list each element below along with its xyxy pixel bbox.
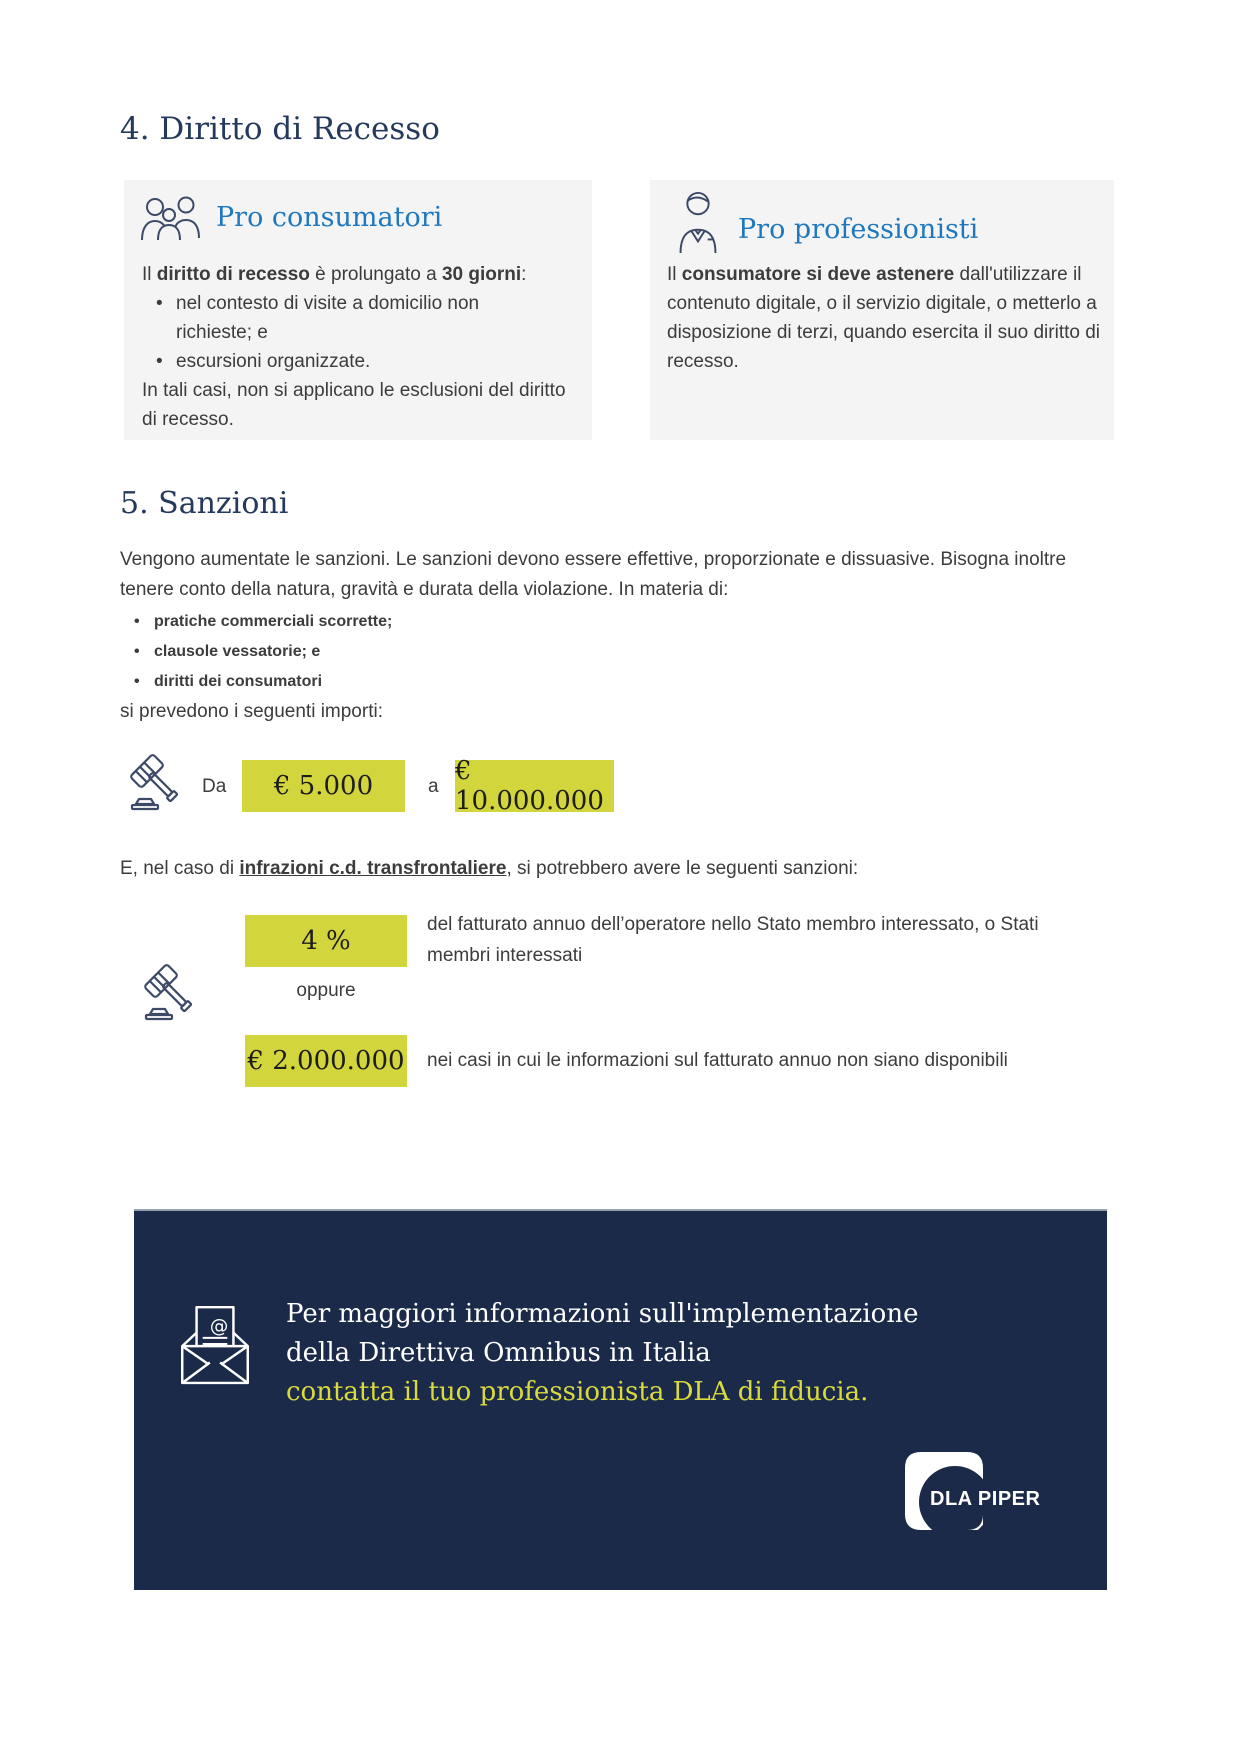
sanctions-bullet-list bbox=[124, 607, 392, 697]
amount-max-highlight: € 10.000.000 bbox=[455, 760, 614, 812]
range-from-label: Da bbox=[202, 776, 227, 797]
or-label: oppure bbox=[296, 980, 356, 1001]
professional-icon bbox=[675, 190, 721, 254]
svg-text:@: @ bbox=[209, 1315, 229, 1337]
people-icon bbox=[140, 196, 206, 244]
percent-amount-description: del fatturato annuo dell’operatore nello Stato membro interessato, o Stati membri interessati bbox=[427, 914, 1039, 966]
cross-border-line: E, nel caso di infrazioni c.d. transfrontaliere, si potrebbero avere le seguenti sanzioni: bbox=[120, 858, 859, 879]
gavel-icon bbox=[126, 754, 190, 816]
list-item: • diritti dei consumatori bbox=[124, 667, 392, 697]
list-item: • clausole vessatorie; e bbox=[124, 637, 392, 667]
footer-banner bbox=[134, 1209, 1107, 1590]
fixed-amount-highlight: € 2.000.000 bbox=[245, 1035, 407, 1087]
list-item: • nel contesto di visite a domicilio non richieste; e bbox=[142, 289, 528, 347]
professionals-panel-title: Pro professionisti bbox=[738, 214, 979, 245]
amount-min-highlight: € 5.000 bbox=[242, 760, 405, 812]
envelope-email-icon bbox=[176, 1299, 254, 1385]
range-to-label: a bbox=[428, 776, 439, 797]
list-item: • pratiche commerciali scorrette; bbox=[124, 607, 392, 637]
footer-line-1: Per maggiori informazioni sull'implementazione bbox=[286, 1299, 919, 1329]
section-4-heading: 4. Diritto di Recesso bbox=[120, 111, 440, 147]
consumers-panel-text bbox=[142, 260, 572, 434]
consumers-panel-title: Pro consumatori bbox=[216, 202, 443, 233]
gavel-icon bbox=[140, 964, 204, 1026]
consumers-outro: In tali casi, non si applicano le esclusioni del diritto di recesso. bbox=[142, 380, 566, 430]
professionals-panel-text: Il consumatore si deve astenere dall'utilizzare il contenuto digitale, o il servizio digitale, o metterlo a disposizione di terzi, quando esercita il suo diritto di recesso. bbox=[667, 264, 1101, 372]
consumers-panel bbox=[124, 180, 592, 440]
dla-piper-logo bbox=[905, 1452, 1105, 1547]
dla-piper-logo-text: DLA PIPER bbox=[930, 1488, 1041, 1510]
percent-amount-highlight: 4 % bbox=[245, 915, 407, 967]
sanctions-after-bullets: si prevedono i seguenti importi: bbox=[120, 701, 383, 722]
fixed-amount-description: nei casi in cui le informazioni sul fatturato annuo non siano disponibili bbox=[427, 1050, 1008, 1071]
consumers-bullet-list bbox=[142, 289, 572, 376]
consumers-intro: Il diritto di recesso è prolungato a 30 giorni: bbox=[142, 264, 527, 285]
sanctions-intro: Vengono aumentate le sanzioni. Le sanzioni devono essere effettive, proporzionate e dissuasive. Bisogna inoltre tenere conto della natura, gravità e durata della violazione. In materia di: bbox=[120, 549, 1067, 600]
footer-line-2: della Direttiva Omnibus in Italia bbox=[286, 1338, 711, 1368]
list-item: • escursioni organizzate. bbox=[142, 347, 572, 376]
footer-text-block bbox=[286, 1295, 918, 1412]
section-5-heading: 5. Sanzioni bbox=[120, 486, 289, 521]
professionals-panel bbox=[650, 180, 1114, 440]
footer-line-3: contatta il tuo professionista DLA di fiducia. bbox=[286, 1377, 869, 1407]
